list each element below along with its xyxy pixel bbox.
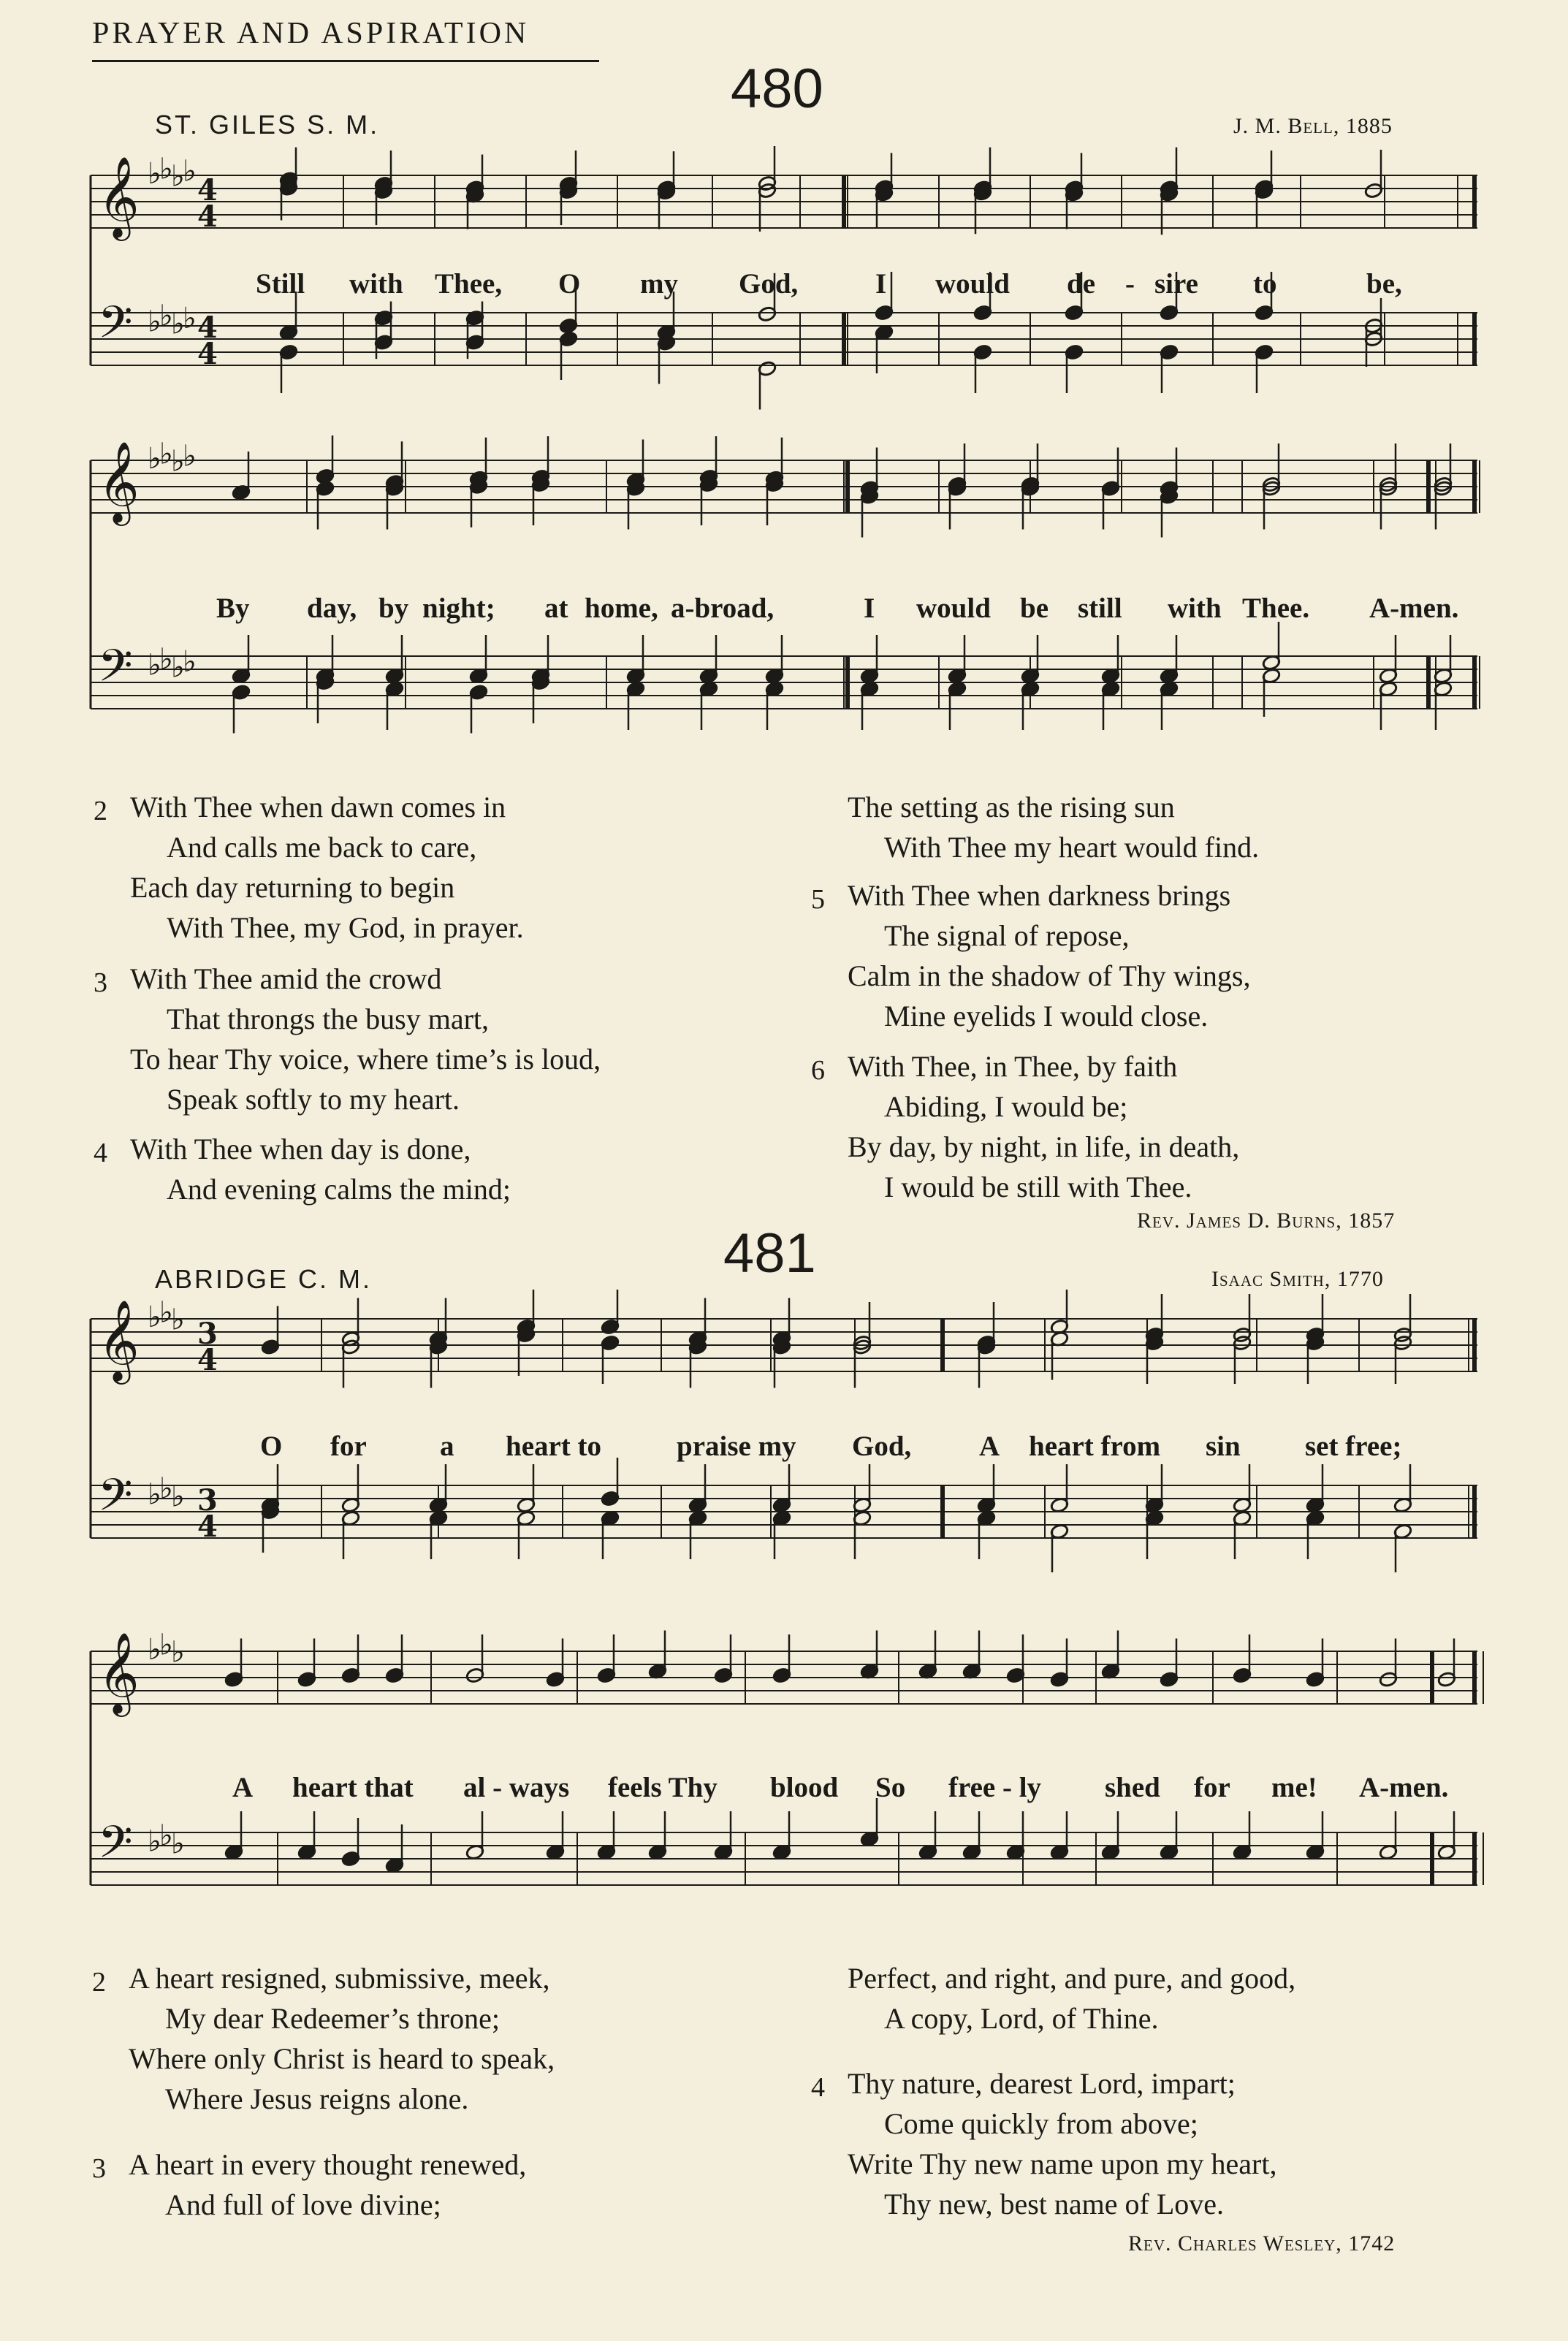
lyric-syllable: for <box>1194 1772 1230 1803</box>
stanza-number: 4 <box>94 1138 107 1168</box>
stanza-line: The signal of repose, <box>884 919 1130 952</box>
stanza-number: 2 <box>92 1967 106 1998</box>
stanza-line: Thy nature, dearest Lord, impart; <box>848 2067 1236 2100</box>
lyric-syllable: with <box>1168 593 1222 624</box>
treble-clef-icon: 𝄞 <box>98 1632 140 1713</box>
lyric-syllable: blood <box>770 1772 839 1803</box>
stanza-number: 3 <box>92 2153 106 2184</box>
stanza-line: A heart in every thought renewed, <box>129 2148 527 2181</box>
lyric-syllable: al - ways <box>463 1772 570 1803</box>
lyric-syllable: my <box>640 268 678 300</box>
running-head-rule <box>92 60 599 62</box>
stanza-line: With Thee when day is done, <box>130 1133 471 1165</box>
stanza-line: With Thee when dawn comes in <box>130 791 506 823</box>
flat-icon: ♭ <box>159 299 173 333</box>
lyric-syllable: God, <box>739 268 799 300</box>
stanza-number: 4 <box>811 2072 825 2103</box>
flat-icon: ♭ <box>159 642 173 677</box>
stanza <box>94 959 601 1119</box>
flat-icon: ♭ <box>171 159 185 194</box>
lyric-syllable: O <box>260 1431 283 1462</box>
stanza <box>92 1958 555 2119</box>
time-signature: 4 <box>197 337 218 371</box>
lyric-syllable: be <box>1020 593 1048 624</box>
lyric-syllable: I <box>875 268 887 300</box>
stanza-line: Come quickly from above; <box>884 2107 1198 2140</box>
flat-icon: ♭ <box>148 1633 161 1667</box>
stanza-line: And calls me back to care, <box>167 831 477 864</box>
running-head: PRAYER AND ASPIRATION <box>92 17 530 50</box>
stanza <box>811 1046 1240 1207</box>
time-signature: 3 <box>197 1317 218 1351</box>
flat-icon: ♭ <box>171 1303 185 1337</box>
lyric-syllable: O <box>558 268 581 300</box>
lyric-syllable: still <box>1078 593 1122 624</box>
stanza <box>94 1129 511 1209</box>
flat-icon: ♭ <box>183 439 197 473</box>
time-signature: 4 <box>197 199 218 234</box>
stanza <box>811 2063 1277 2224</box>
flat-icon: ♭ <box>148 442 161 476</box>
stanza-line: Thy new, best name of Love. <box>884 2188 1225 2220</box>
hymn-number: 481 <box>723 1222 816 1284</box>
lyric-syllable: me! <box>1271 1772 1317 1803</box>
lyric-syllable: God, <box>852 1431 912 1462</box>
stanza-line: I would be still with Thee. <box>884 1170 1192 1203</box>
stanza-continued <box>848 1958 1295 2039</box>
lyrics-line <box>0 1771 1568 1815</box>
stanza-line: Write Thy new name upon my heart, <box>848 2147 1277 2180</box>
lyric-syllable: A <box>979 1431 1000 1462</box>
author-credit: Rev. James D. Burns, 1857 <box>1137 1208 1396 1233</box>
lyric-syllable: Thee, <box>435 268 503 300</box>
lyric-syllable: set free; <box>1305 1431 1402 1462</box>
stanza-line: A heart resigned, submissive, meek, <box>129 1962 550 1995</box>
stanza <box>92 2144 527 2225</box>
tune-name: ABRIDGE C. M. <box>155 1264 373 1294</box>
lyric-syllable: A-men. <box>1359 1772 1449 1803</box>
stanza-line: With Thee when darkness brings <box>848 879 1231 912</box>
stanza-number: 5 <box>811 884 825 915</box>
tune-name: ST. GILES S. M. <box>155 110 380 140</box>
time-signature: 4 <box>197 311 218 345</box>
stanza-line: The setting as the rising sun <box>848 791 1175 823</box>
flat-icon: ♭ <box>183 301 197 335</box>
bass-clef-icon: 𝄢 <box>98 1816 133 1879</box>
lyric-syllable: praise my <box>677 1431 796 1462</box>
stanza-line: To hear Thy voice, where time’s is loud, <box>130 1043 601 1076</box>
lyric-syllable: heart that <box>292 1772 414 1803</box>
lyric-syllable: by <box>378 593 409 624</box>
time-signature: 4 <box>197 1343 218 1377</box>
flat-icon: ♭ <box>159 152 173 186</box>
stanza-line: Where Jesus reigns alone. <box>165 2082 469 2115</box>
stanza-number: 2 <box>94 796 107 826</box>
lyric-syllable: be, <box>1366 268 1402 300</box>
flat-icon: ♭ <box>159 1472 173 1506</box>
stanza-line: That throngs the busy mart, <box>167 1002 490 1035</box>
stanza-line: Calm in the shadow of Thy wings, <box>848 959 1251 992</box>
stanza-line: And full of love divine; <box>165 2188 441 2221</box>
lyric-syllable: A <box>232 1772 254 1803</box>
lyrics-line <box>0 267 1568 311</box>
flat-icon: ♭ <box>183 644 197 679</box>
flat-icon: ♭ <box>159 1628 173 1662</box>
flat-icon: ♭ <box>148 1301 161 1334</box>
stanza-line: With Thee amid the crowd <box>130 962 442 995</box>
flat-icon: ♭ <box>148 157 161 191</box>
lyric-syllable: with <box>349 268 403 300</box>
treble-clef-icon: 𝄞 <box>98 156 140 237</box>
lyric-syllable: home, <box>585 593 658 624</box>
stanza <box>94 787 524 948</box>
lyric-syllable: for <box>330 1431 367 1462</box>
lyric-syllable: de <box>1067 268 1095 300</box>
author-credit: Rev. Charles Wesley, 1742 <box>1128 2231 1396 2256</box>
lyric-syllable: I <box>864 593 875 624</box>
time-signature: 4 <box>197 173 218 208</box>
bass-clef-icon: 𝄢 <box>98 1469 133 1532</box>
lyric-syllable: shed <box>1105 1772 1160 1803</box>
flat-icon: ♭ <box>171 1827 185 1861</box>
flat-icon: ♭ <box>159 437 173 471</box>
treble-clef-icon: 𝄞 <box>98 441 140 522</box>
stanza-line: Each day returning to begin <box>130 871 455 904</box>
hymn-number: 480 <box>731 58 823 120</box>
composer-credit: Isaac Smith, 1770 <box>1211 1267 1384 1291</box>
lyric-syllable: day, <box>307 593 357 624</box>
stanza-line: With Thee, my God, in prayer. <box>167 911 524 944</box>
lyrics-line <box>0 592 1568 636</box>
lyric-syllable: By <box>216 593 250 624</box>
stanza-number: 3 <box>94 967 107 998</box>
flat-icon: ♭ <box>148 305 161 339</box>
flat-icon: ♭ <box>148 1477 161 1512</box>
lyric-syllable: feels Thy <box>608 1772 718 1803</box>
flat-icon: ♭ <box>159 1819 173 1853</box>
flat-icon: ♭ <box>171 1480 185 1514</box>
flat-icon: ♭ <box>183 154 197 189</box>
lyric-syllable: at <box>544 593 568 624</box>
time-signature: 4 <box>197 1510 218 1544</box>
treble-clef-icon: 𝄞 <box>98 1299 140 1381</box>
time-signature: 3 <box>197 1483 218 1518</box>
stanza-line: With Thee my heart would find. <box>884 831 1260 864</box>
stanza-line: A copy, Lord, of Thine. <box>884 2002 1159 2035</box>
lyric-syllable: Still <box>256 268 305 300</box>
stanza-line: Abiding, I would be; <box>884 1090 1128 1123</box>
composer-credit: J. M. Bell, 1885 <box>1233 114 1393 138</box>
lyric-syllable: A-men. <box>1369 593 1459 624</box>
stanza <box>811 875 1251 1036</box>
lyric-syllable: sin <box>1206 1431 1241 1462</box>
stanza-line: Speak softly to my heart. <box>167 1083 460 1116</box>
flat-icon: ♭ <box>148 648 161 682</box>
flat-icon: ♭ <box>148 1824 161 1859</box>
lyric-syllable: - <box>1125 268 1135 300</box>
lyric-syllable: would <box>935 268 1010 300</box>
stanza-continued <box>848 787 1259 867</box>
flat-icon: ♭ <box>171 1635 185 1670</box>
lyric-syllable: heart from <box>1029 1431 1161 1462</box>
stanza-line: With Thee, in Thee, by faith <box>848 1050 1178 1083</box>
lyrics-line <box>0 1430 1568 1474</box>
stanza-number: 6 <box>811 1055 825 1086</box>
stanza-line: My dear Redeemer’s throne; <box>165 2002 500 2035</box>
lyric-syllable: night; <box>422 593 495 624</box>
bass-clef-icon: 𝄢 <box>98 297 133 359</box>
bass-clef-icon: 𝄢 <box>98 640 133 703</box>
stanza-line: Where only Christ is heard to speak, <box>129 2042 555 2075</box>
stanza-line: Perfect, and right, and pure, and good, <box>848 1962 1296 1995</box>
lyric-syllable: to <box>1253 268 1277 300</box>
flat-icon: ♭ <box>171 650 185 685</box>
flat-icon: ♭ <box>171 307 185 341</box>
lyric-syllable: So <box>875 1772 906 1803</box>
lyric-syllable: free - ly <box>948 1772 1042 1803</box>
lyric-syllable: a <box>440 1431 454 1462</box>
lyric-syllable: a-broad, <box>671 593 775 624</box>
flat-icon: ♭ <box>159 1295 173 1330</box>
lyric-syllable: heart to <box>506 1431 602 1462</box>
stanza-line: And evening calms the mind; <box>167 1173 511 1206</box>
lyric-syllable: would <box>916 593 991 624</box>
lyric-syllable: sire <box>1154 268 1198 300</box>
stanza-line: By day, by night, in life, in death, <box>848 1130 1240 1163</box>
flat-icon: ♭ <box>171 444 185 479</box>
stanza-line: Mine eyelids I would close. <box>884 1000 1209 1032</box>
lyric-syllable: Thee. <box>1242 593 1310 624</box>
